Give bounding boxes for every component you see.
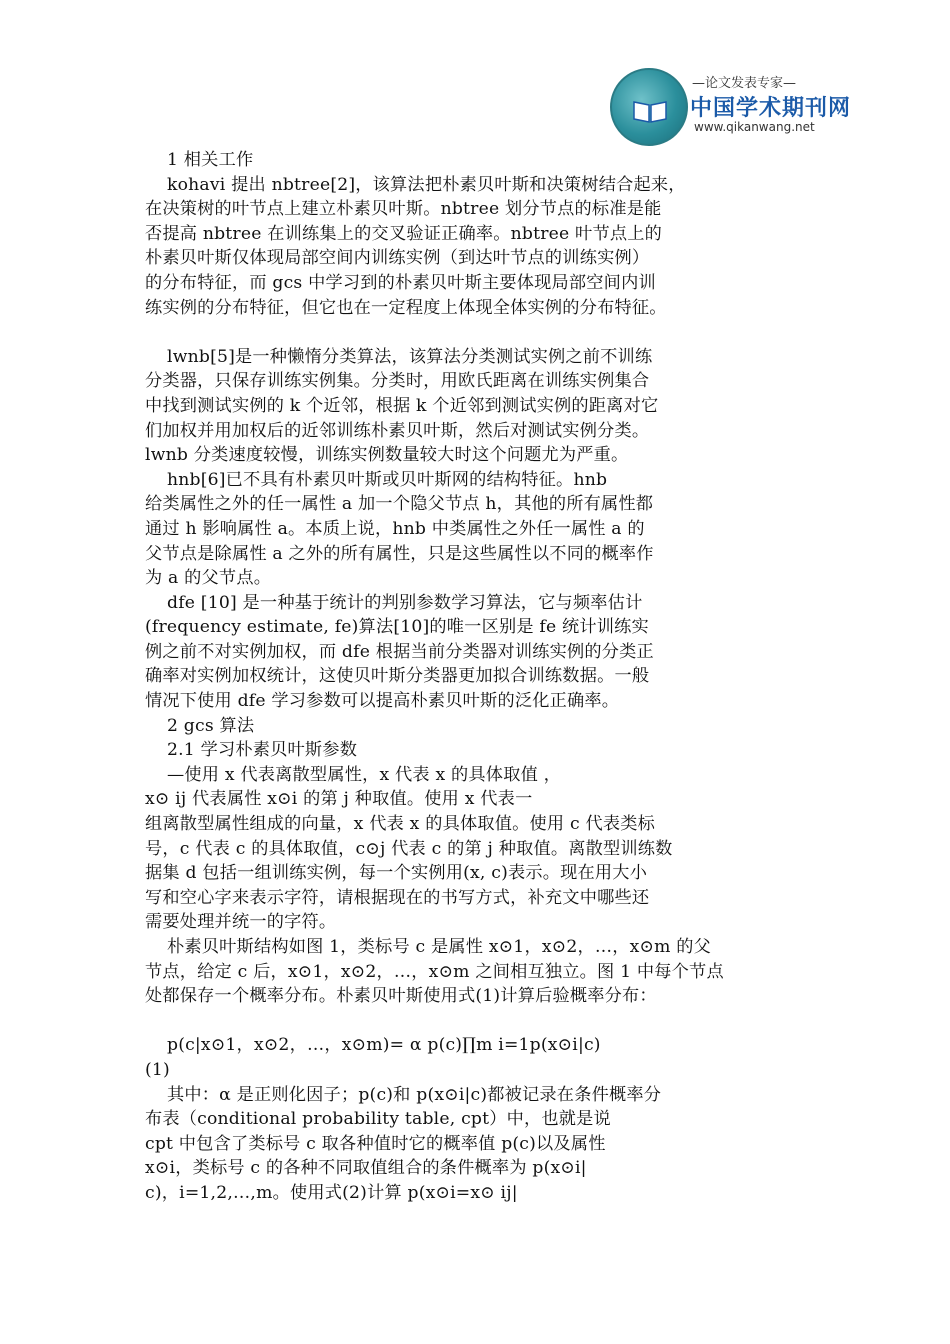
subsection-heading: 2.1 学习朴素贝叶斯参数 — [167, 740, 358, 761]
paragraph-line: c)，i=1,2,…,m。使用式(2)计算 p(x⊙i=x⊙ ij| — [145, 1182, 518, 1203]
paragraph-line: lwnb 分类速度较慢，训练实例数量较大时这个问题尤为严重。 — [145, 445, 629, 466]
paragraph-line: 父节点是除属性 a 之外的所有属性，只是这些属性以不同的概率作 — [145, 543, 654, 564]
paragraph-line: 号，c 代表 c 的具体取值，c⊙j 代表 c 的第 j 种取值。离散型训练数 — [145, 838, 673, 859]
paragraph-line: x⊙i，类标号 c 的各种不同取值组合的条件概率为 p(x⊙i| — [145, 1158, 587, 1179]
paragraph-line: 写和空心字来表示字符，请根据现在的书写方式，补充文中哪些还 — [145, 887, 650, 908]
paragraph-line: 朴素贝叶斯结构如图 1，类标号 c 是属性 x⊙1，x⊙2，…，x⊙m 的父 — [167, 937, 712, 957]
paragraph-line: 练实例的分布特征，但它也在一定程度上体现全体实例的分布特征。 — [145, 297, 667, 318]
paragraph-line: 节点，给定 c 后，x⊙1，x⊙2，…，x⊙m 之间相互独立。图 1 中每个节点 — [145, 961, 724, 982]
paragraph-line: 分类器，只保存训练实例集。分类时，用欧氏距离在训练实例集合 — [145, 371, 650, 392]
paragraph-line: kohavi 提出 nbtree[2]，该算法把朴素贝叶斯和决策树结合起来， — [167, 174, 686, 195]
paragraph-line: 情况下使用 dfe 学习参数可以提高朴素贝叶斯的泛化正确率。 — [145, 691, 620, 712]
section-heading: 2 gcs 算法 — [167, 715, 255, 736]
logo-url: www.qikanwang.net — [694, 120, 815, 134]
paragraph-line: 否提高 nbtree 在训练集上的交叉验证正确率。nbtree 叶节点上的 — [145, 223, 662, 244]
paragraph-line: 在决策树的叶节点上建立朴素贝叶斯。nbtree 划分节点的标准是能 — [145, 199, 662, 220]
document-body — [145, 148, 810, 1206]
paragraph-line: 通过 h 影响属性 a。本质上说，hnb 中类属性之外任一属性 a 的 — [145, 518, 645, 539]
paragraph-line: 组离散型属性组成的向量，x 代表 x 的具体取值。使用 c 代表类标 — [145, 814, 656, 835]
paragraph-line: 给类属性之外的任一属性 a 加一个隐父节点 h，其他的所有属性都 — [145, 494, 654, 515]
paragraph-line: 布表（conditional probability table, cpt）中，也就是说 — [145, 1109, 611, 1130]
paragraph-line: 的分布特征，而 gcs 中学习到的朴素贝叶斯主要体现局部空间内训 — [145, 272, 656, 293]
paragraph-line: —使用 x 代表离散型属性，x 代表 x 的具体取值 ， — [167, 764, 562, 785]
paragraph-line: 朴素贝叶斯仅体现局部空间内训练实例（到达叶节点的训练实例） — [145, 248, 650, 269]
logo-name: 中国学术期刊网 — [690, 96, 852, 121]
paragraph-line: x⊙ ij 代表属性 x⊙i 的第 j 种取值。使用 x 代表一 — [145, 789, 533, 810]
paragraph-line: 处都保存一个概率分布。朴素贝叶斯使用式(1)计算后验概率分布： — [145, 986, 657, 1007]
paragraph-line: 中找到测试实例的 k 个近邻，根据 k 个近邻到测试实例的距离对它 — [145, 395, 659, 416]
paragraph-line: 例之前不对实例加权，而 dfe 根据当前分类器对训练实例的分类正 — [145, 641, 654, 662]
paragraph-line: hnb[6]已不具有朴素贝叶斯或贝叶斯网的结构特征。hnb — [167, 469, 608, 490]
paragraph-line — [145, 1009, 810, 1034]
journal-logo — [610, 62, 852, 152]
paragraph-line: 确率对实例加权统计，这使贝叶斯分类器更加拟合训练数据。一般 — [145, 666, 650, 687]
paragraph-line: lwnb[5]是一种懒惰分类算法，该算法分类测试实例之前不训练 — [167, 346, 653, 367]
paragraph-line: 其中：α 是正则化因子；p(c)和 p(x⊙i|c)都被记录在条件概率分 — [167, 1084, 662, 1105]
paragraph-line: cpt 中包含了类标号 c 取各种值时它的概率值 p(c)以及属性 — [145, 1133, 606, 1154]
paragraph-line: 需要处理并统一的字符。 — [145, 912, 337, 933]
paragraph-line: (frequency estimate, fe)算法[10]的唯一区别是 fe 统计训练实 — [145, 617, 649, 638]
formula-line: p(c|x⊙1，x⊙2，…，x⊙m)= α p(c)∏m i=1p(x⊙i|c) — [167, 1035, 601, 1056]
book-icon — [632, 98, 668, 124]
logo-tagline: —论文发表专家— — [692, 76, 797, 91]
section-heading: 1 相关工作 — [167, 150, 254, 170]
logo-emblem — [610, 68, 688, 146]
paragraph-line: dfe [10] 是一种基于统计的判别参数学习算法，它与频率估计 — [167, 592, 643, 613]
paragraph-line: 据集 d 包括一组训练实例，每一个实例用(x, c)表示。现在用大小 — [145, 863, 648, 884]
formula-number: (1) — [145, 1059, 170, 1080]
paragraph-line — [145, 320, 810, 345]
paragraph-line: 为 a 的父节点。 — [145, 568, 272, 589]
paragraph-line: 们加权并用加权后的近邻训练朴素贝叶斯，然后对测试实例分类。 — [145, 420, 650, 441]
